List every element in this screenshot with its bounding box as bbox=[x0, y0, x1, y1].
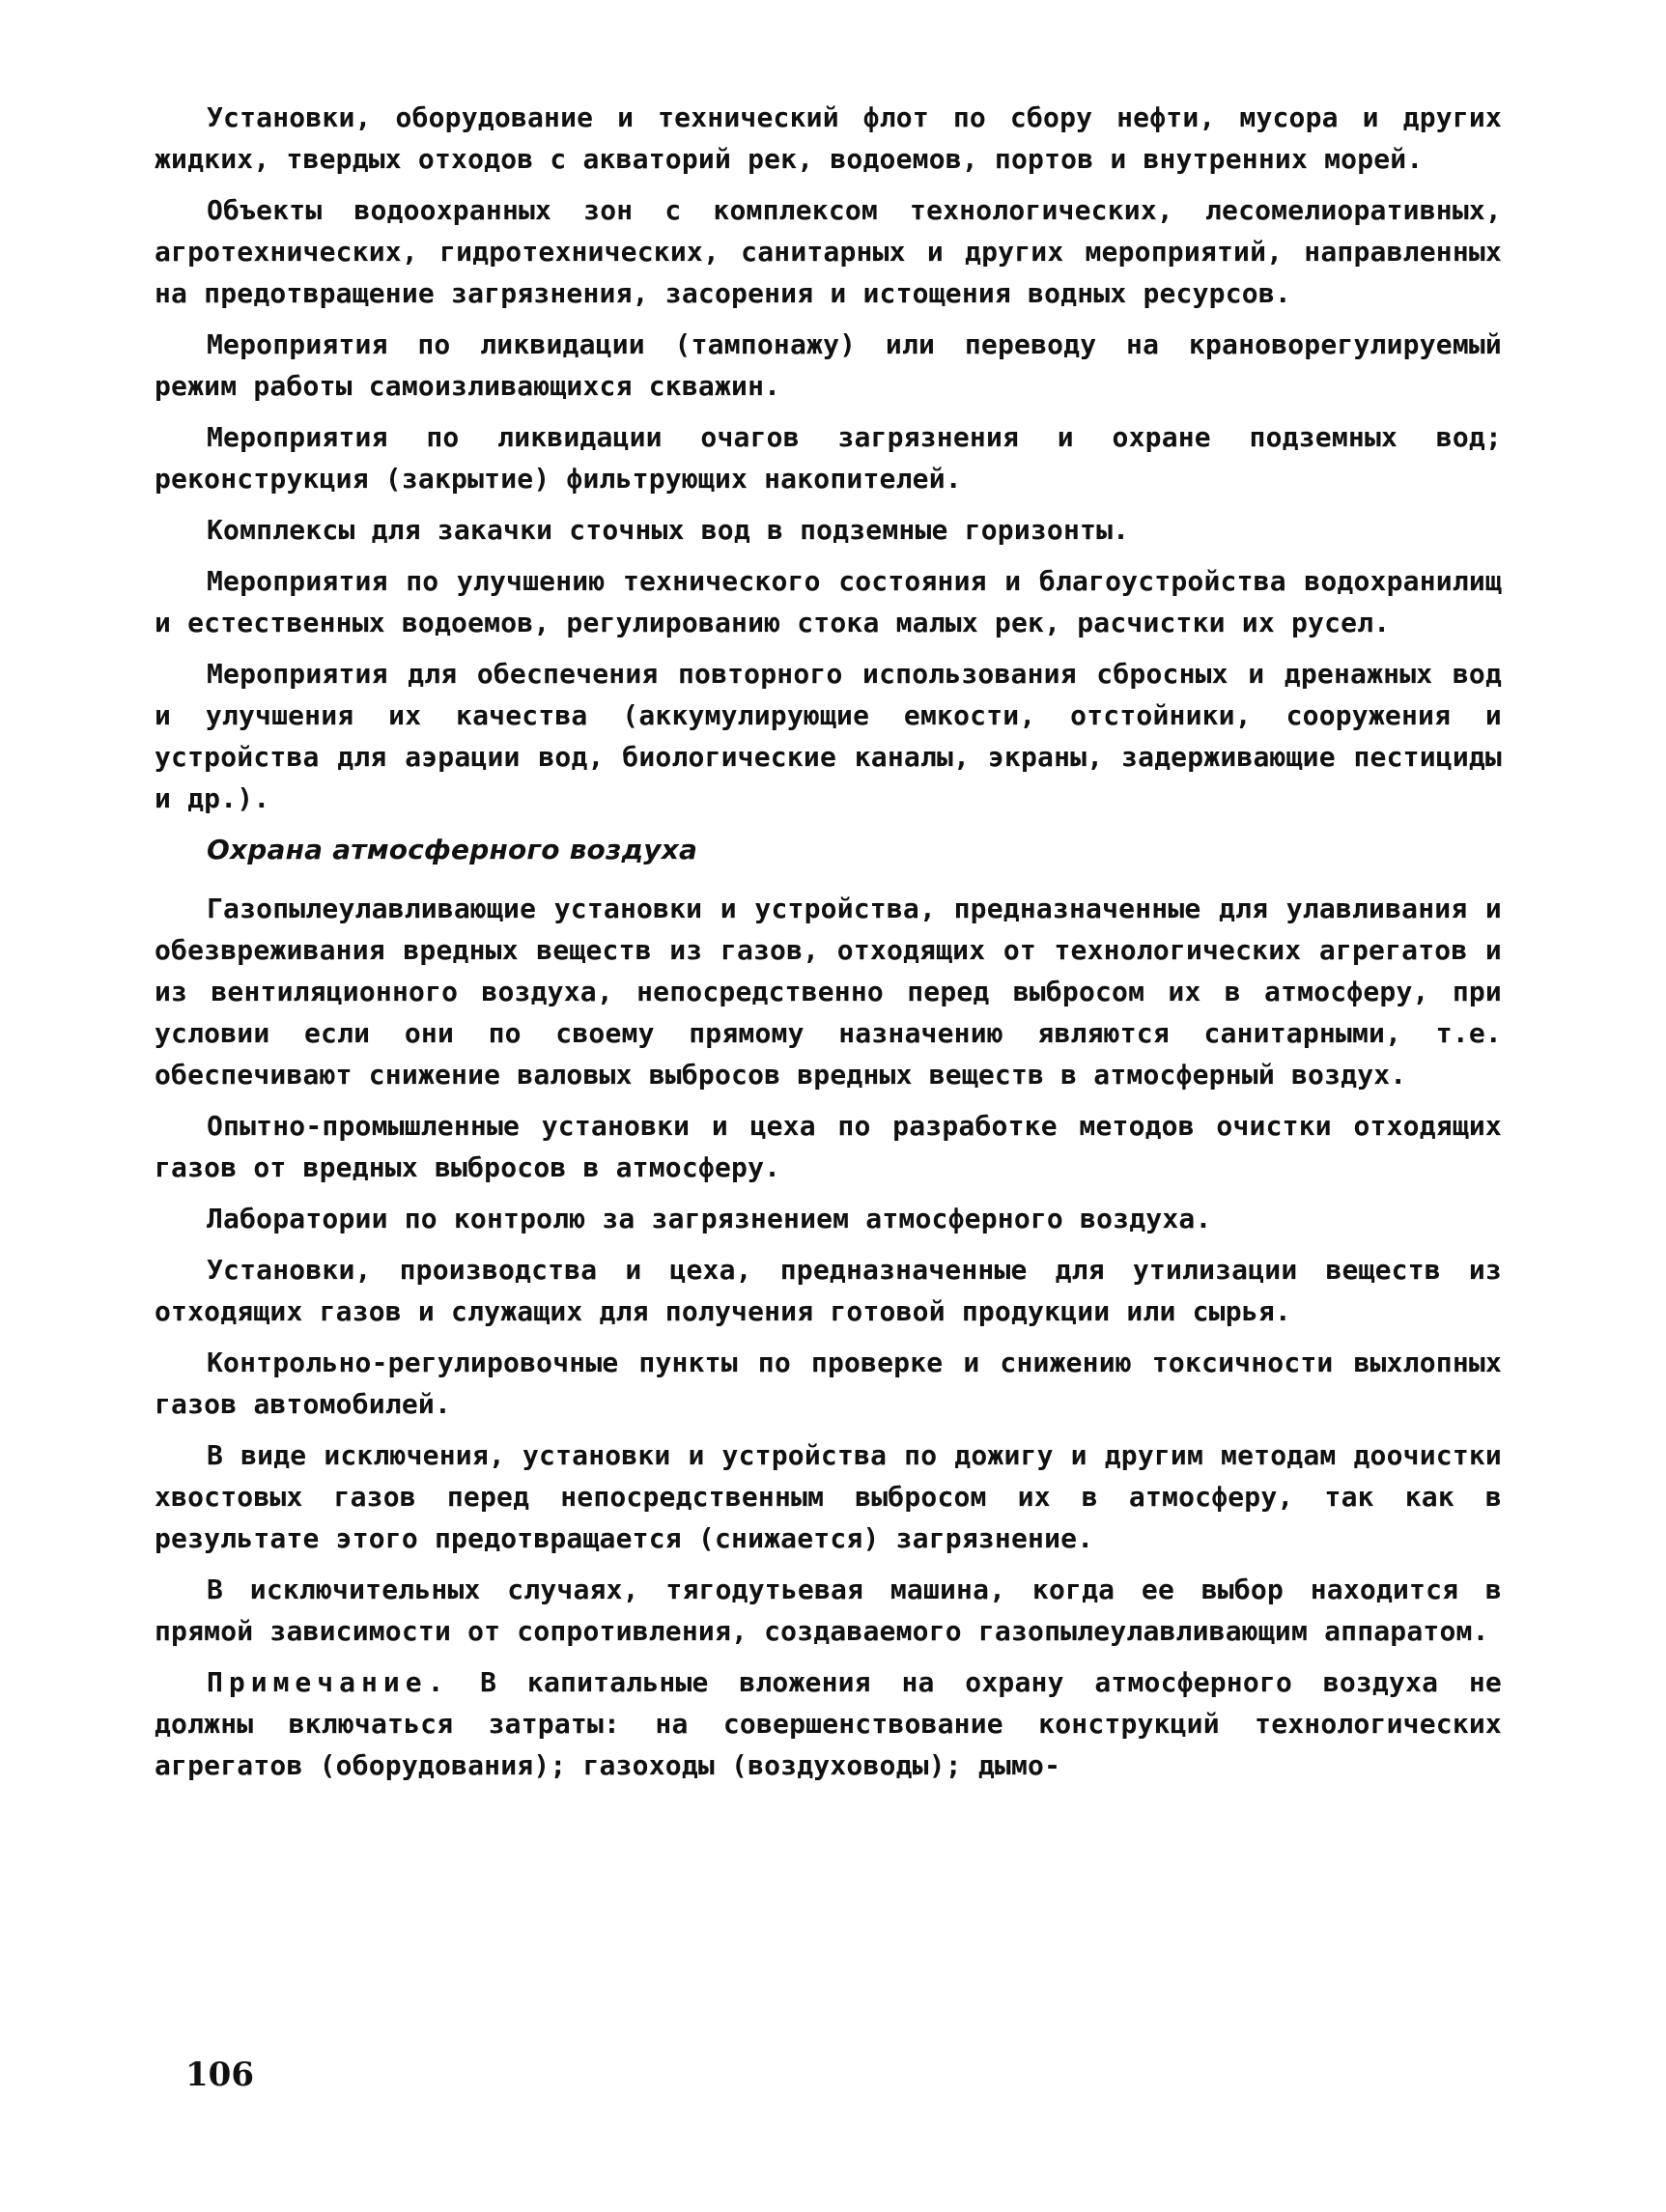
page-body bbox=[155, 97, 1502, 1786]
paragraph: Объекты водоохранных зон с комплексом технологических, лесомелиоративных, агротехнических, гидротехнических, санитарных и других мероприятий, направленных на предотвращение загрязнения, засорения и истощения водных ресурсов. bbox=[155, 194, 1502, 309]
paragraph: Установки, оборудование и технический флот по сбору нефти, мусора и других жидких, твердых отходов с акваторий рек, водоемов, портов и внутренних морей. bbox=[155, 101, 1502, 175]
paragraph: Опытно-промышленные установки и цеха по разработке методов очистки отходящих газов от вредных выбросов в атмосферу. bbox=[155, 1110, 1502, 1183]
note-label: Примечание. bbox=[207, 1666, 450, 1698]
paragraph: Лаборатории по контролю за загрязнением атмосферного воздуха. bbox=[207, 1203, 1212, 1234]
page-number: 106 bbox=[185, 2056, 254, 2094]
paragraph: Мероприятия по улучшению технического состояния и благоустройства водохранилищ и естественных водоемов, регулированию стока малых рек, расчистки их русел. bbox=[155, 565, 1502, 638]
paragraph: Установки, производства и цеха, предназначенные для утилизации веществ из отходящих газов и служащих для получения готовой продукции или сырья. bbox=[155, 1254, 1502, 1327]
section-heading: Охрана атмосферного воздуха bbox=[207, 834, 698, 865]
paragraph: Контрольно-регулировочные пункты по проверке и снижению токсичности выхлопных газов автомобилей. bbox=[155, 1347, 1502, 1420]
paragraph: Мероприятия по ликвидации очагов загрязнения и охране подземных вод; реконструкция (закрытие) фильтрующих накопителей. bbox=[155, 421, 1502, 495]
note-text: В капитальные вложения на охрану атмосферного воздуха не должны включаться затраты: на совершенствование конструкций технологических агрегатов (оборудования); газоходы (воздуховоды); дымо- bbox=[155, 1666, 1502, 1781]
paragraph: Мероприятия для обеспечения повторного использования сбросных и дренажных вод и улучшения их качества (аккумулирующие емкости, отстойники, сооружения и устройства для аэрации вод, биологические каналы, экраны, задерживающие пестициды и др.). bbox=[155, 658, 1502, 814]
paragraph: Мероприятия по ликвидации (тампонажу) или переводу на крановорегулируемый режим работы самоизливающихся скважин. bbox=[155, 328, 1502, 402]
paragraph: Комплексы для закачки сточных вод в подземные горизонты. bbox=[207, 514, 1130, 546]
paragraph: Газопылеулавливающие установки и устройства, предназначенные для улавливания и обезвреживания вредных веществ из газов, отходящих от технологических агрегатов и из вентиляционного воздуха, непосредственно перед выбросом их в атмосферу, при условии если они по своему прямому назначению являются санитарными, т.е. обеспечивают снижение валовых выбросов вредных веществ в атмосферный воздух. bbox=[155, 893, 1502, 1091]
note-paragraph bbox=[155, 1661, 1502, 1786]
paragraph: В исключительных случаях, тягодутьевая машина, когда ее выбор находится в прямой зависимости от сопротивления, создаваемого газопылеулавливающим аппаратом. bbox=[155, 1574, 1502, 1647]
paragraph: В виде исключения, установки и устройства по дожигу и другим методам доочистки хвостовых газов перед непосредственным выбросом их в атмосферу, так как в результате этого предотвращается (снижается) загрязнение. bbox=[155, 1439, 1502, 1554]
